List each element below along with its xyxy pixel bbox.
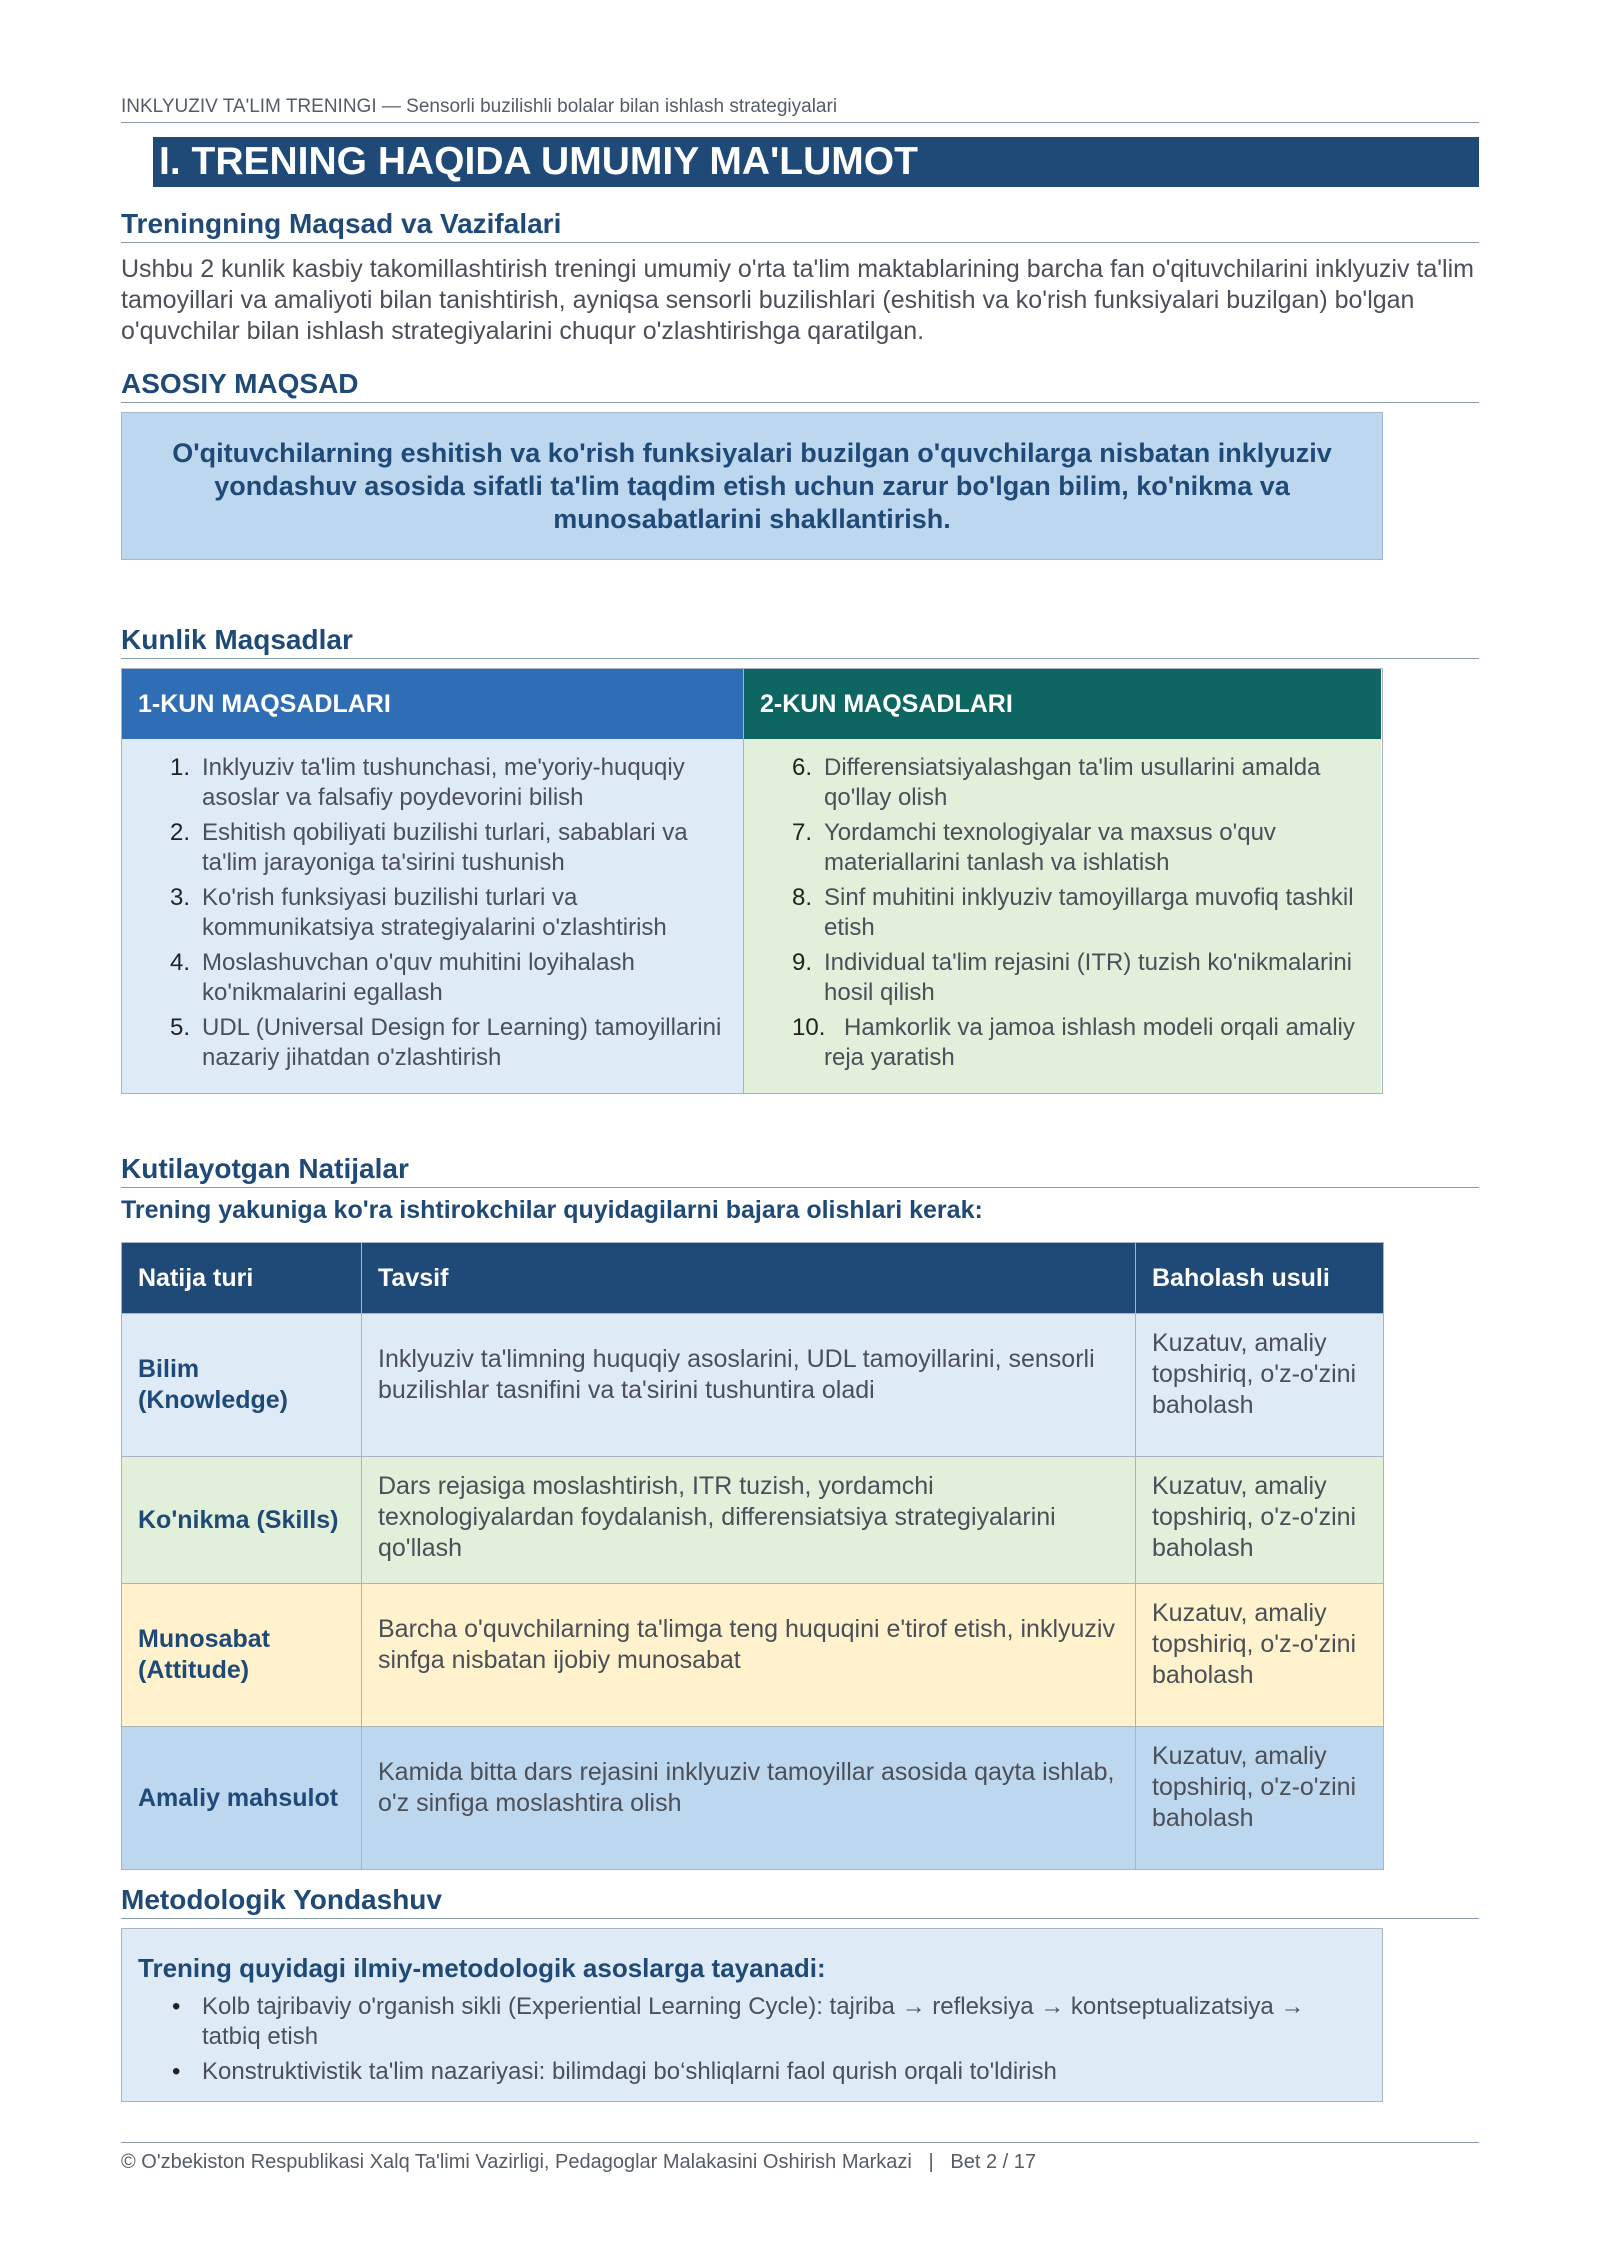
intro-paragraph: Ushbu 2 kunlik kasbiy takomillashtirish treningi umumiy o'rta ta'lim maktablarining barcha fan o'qituvchilarini inklyuziv ta'lim tamoyillari va amaliyoti bilan tanishtirish, ayniqsa sensorli buzilishlari (eshitish va ko'rish funksiyalari buzilgan) bo'lgan o'quvchilar bilan ishlash strategiyalarini chuqur o'zlashtirishga qaratilgan. [121,255,1474,345]
list-item: 7. Yordamchi texnologiyalar va maxsus o'quv materiallarini tanlash va ishlatish [792,819,1276,876]
outcome-type: Amaliy mahsulot [122,1727,362,1870]
methodology-heading: Metodologik Yondashuv [121,1884,1479,1919]
outcomes-table [121,1242,1384,1870]
list-item: 6. Differensiatsiyalashgan ta'lim usullarini amalda qo'llay olish [792,754,1321,811]
outcome-description: Inklyuziv ta'limning huquqiy asoslarini, UDL tamoyillarini, sensorli buzilishlar tasnifini va ta'sirini tushuntira oladi [362,1314,1136,1457]
main-goal-box [121,412,1383,560]
outcome-evaluation: Kuzatuv, amaliy topshiriq, o'z-o'zini baholash [1136,1584,1384,1727]
running-header: INKLYUZIV TA'LIM TRENINGI — Sensorli buzilishli bolalar bilan ishlash strategiyalari [121,96,1479,123]
main-goal-heading: ASOSIY MAQSAD [121,368,1479,403]
methodology-box [121,1928,1383,2102]
table-row [122,1584,1384,1727]
list-item: 3. Ko'rish funksiyasi buzilishi turlari va kommunikatsiya strategiyalarini o'zlashtirish [170,884,667,941]
chapter-title: I. TRENING HAQIDA UMUMIY MA'LUMOT [153,137,1479,187]
list-item: 5. UDL (Universal Design for Learning) tamoyillarini nazariy jihatdan o'zlashtirish [170,1014,722,1071]
list-item: 2. Eshitish qobiliyati buzilishi turlari, sabablari va ta'lim jarayoniga ta'sirini tushunish [170,819,688,876]
list-item: 4. Moslashuvchan o'quv muhitini loyihalash ko'nikmalarini egallash [170,949,635,1006]
outcome-type: Munosabat (Attitude) [122,1584,362,1727]
outcome-description: Dars rejasiga moslashtirish, ITR tuzish, yordamchi texnologiyalardan foydalanish, differensiatsiya strategiyalarini qo'llash [362,1457,1136,1584]
daily-goals-table [121,668,1383,1094]
list-item: • Konstruktivistik ta'lim nazariyasi: bilimdagi bo‘shliqlarni faol qurish orqali to'ldirish [172,2058,1057,2085]
outcome-evaluation: Kuzatuv, amaliy topshiriq, o'z-o'zini baholash [1136,1727,1384,1870]
bullet-icon: • [172,2058,181,2085]
methodology-list [138,1992,1366,2087]
day2-header: 2-KUN MAQSADLARI [744,669,1381,739]
list-item: • Kolb tajribaviy o'rganish sikli (Experiential Learning Cycle): tajriba → refleksiya → kontseptualizatsiya → tatbiq etish [172,1993,1305,2050]
outcome-description: Barcha o'quvchilarning ta'limga teng huquqini e'tirof etish, inklyuziv sinfga nisbatan ijobiy munosabat [362,1584,1136,1727]
outcome-evaluation: Kuzatuv, amaliy topshiriq, o'z-o'zini baholash [1136,1314,1384,1457]
day2-objectives-list [744,739,1381,1073]
list-item: 9. Individual ta'lim rejasini (ITR) tuzish ko'nikmalarini hosil qilish [792,949,1352,1006]
outcome-type: Ko'nikma (Skills) [122,1457,362,1584]
day1-column [122,669,744,1093]
table-row [122,1314,1384,1457]
page-footer [121,2142,1479,2174]
day1-header: 1-KUN MAQSADLARI [122,669,743,739]
outcomes-heading: Kutilayotgan Natijalar [121,1153,1479,1188]
outcome-type: Bilim (Knowledge) [122,1314,362,1457]
list-item: 10. Hamkorlik va jamoa ishlash modeli orqali amaliy reja yaratish [792,1014,1362,1071]
methodology-box-title: Trening quyidagi ilmiy-metodologik asoslarga tayanadi: [138,1953,826,1983]
bullet-icon: • [172,1993,181,2020]
day2-column [744,669,1381,1093]
table-row [122,1457,1384,1584]
list-item: 8. Sinf muhitini inklyuziv tamoyillarga muvofiq tashkil etish [792,884,1354,941]
outcomes-subheading: Trening yakuniga ko'ra ishtirokchilar quyidagilarni bajara olishlari kerak: [121,1196,983,1224]
day1-objectives-list [122,739,743,1073]
column-header: Baholash usuli [1136,1243,1384,1314]
column-header: Natija turi [122,1243,362,1314]
footer-text: © O'zbekiston Respublikasi Xalq Ta'limi Vazirligi, Pedagoglar Malakasini Oshirish Markazi | Bet 2 / 17 [121,2151,1036,2173]
daily-goals-heading: Kunlik Maqsadlar [121,624,1479,659]
section-heading-goals: Treningning Maqsad va Vazifalari [121,208,1479,243]
outcome-description: Kamida bitta dars rejasini inklyuziv tamoyillar asosida qayta ishlab, o'z sinfiga moslashtira olish [362,1727,1136,1870]
column-header: Tavsif [362,1243,1136,1314]
outcome-evaluation: Kuzatuv, amaliy topshiriq, o'z-o'zini baholash [1136,1457,1384,1584]
table-header-row [122,1243,1384,1314]
list-item: 1. Inklyuziv ta'lim tushunchasi, me'yoriy-huquqiy asoslar va falsafiy poydevorini bilish [170,754,685,811]
main-goal-text: O'qituvchilarning eshitish va ko'rish funksiyalari buzilgan o'quvchilarga nisbatan inklyuziv yondashuv asosida sifatli ta'lim taqdim etish uchun zarur bo'lgan bilim, ko'nikma va munosabatlarini shakllantirish. [172,437,1332,534]
table-row [122,1727,1384,1870]
